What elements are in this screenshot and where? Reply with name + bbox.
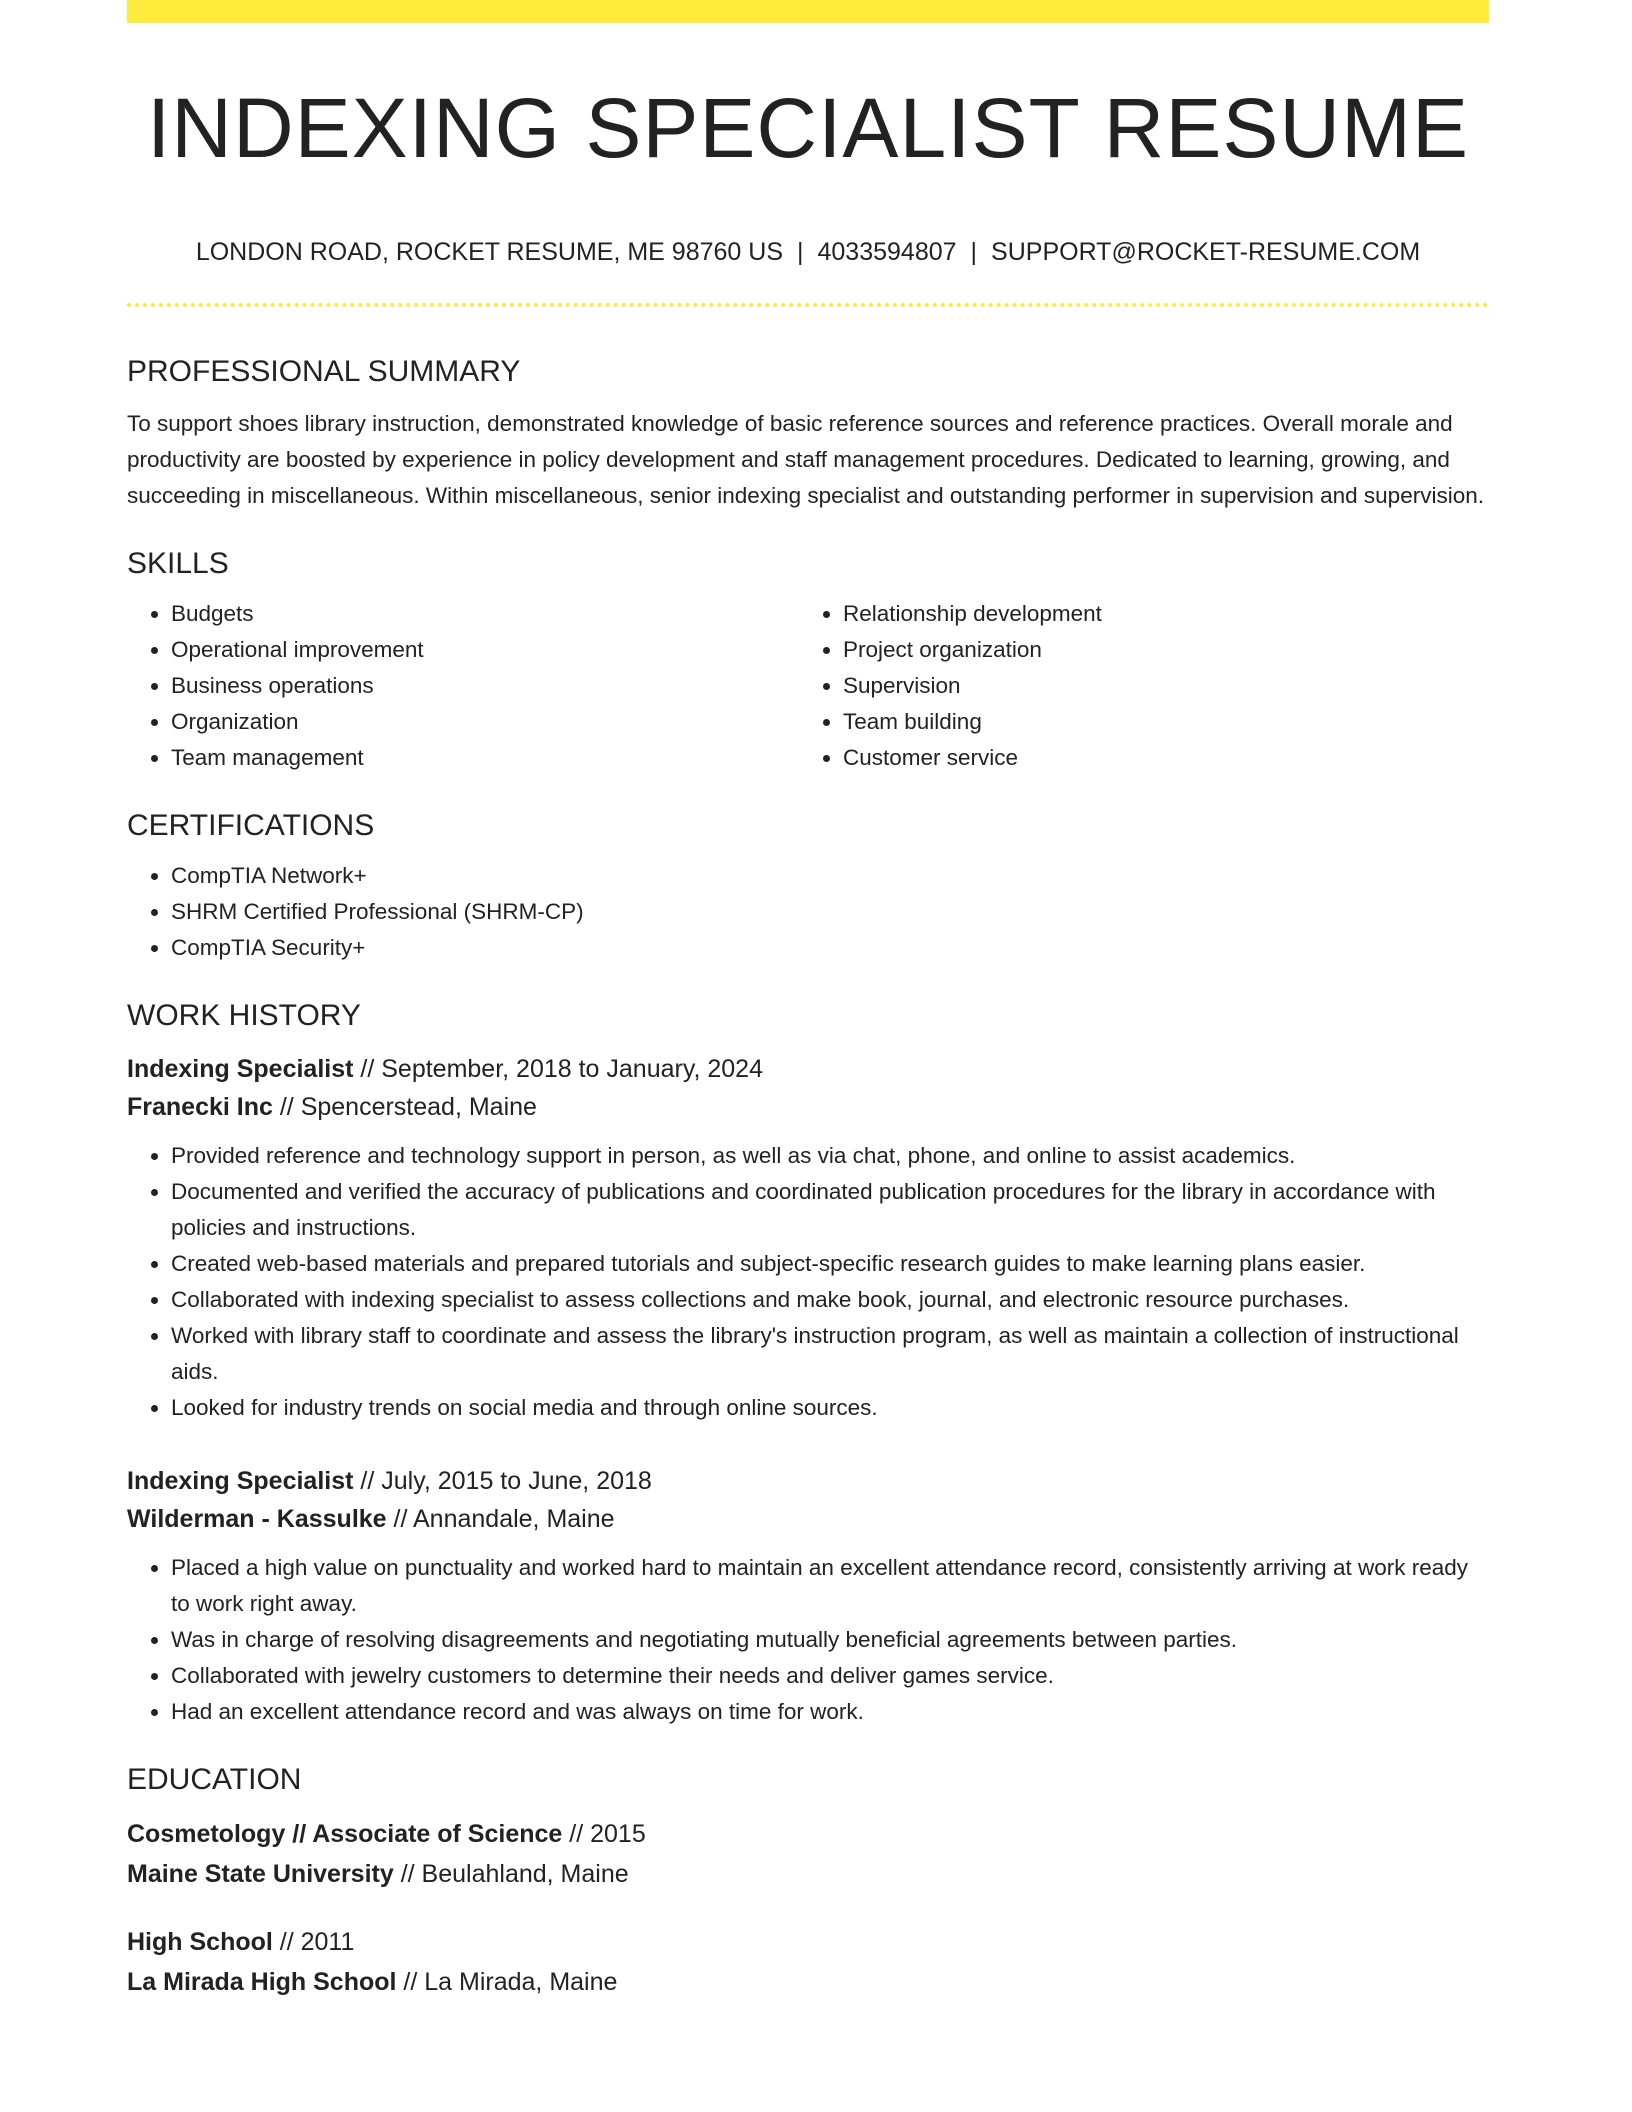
job-bullets: [127, 1138, 1489, 1426]
top-accent-bar: [127, 0, 1489, 23]
email: SUPPORT@ROCKET-RESUME.COM: [991, 238, 1421, 266]
summary-text: To support shoes library instruction, demonstrated knowledge of basic reference sources and reference practices. Overall morale and productivity are boosted by experience in policy development and staff management procedures. Dedicated to learning, growing, and succeeding in miscellaneous. Within miscellaneous, senior indexing specialist and outstanding performer in supervision and supervision.: [127, 411, 1484, 508]
skill-item: • Budgets: [171, 596, 799, 632]
company-name: Wilderman - Kassulke: [127, 1505, 387, 1533]
job-entry: [127, 1462, 1489, 1730]
certification-item: • CompTIA Security+: [171, 930, 1489, 966]
certification-item: • CompTIA Network+: [171, 858, 1489, 894]
summary-section: [127, 350, 1489, 514]
summary-heading: PROFESSIONAL SUMMARY: [127, 355, 521, 388]
job-bullets: [127, 1550, 1489, 1730]
skills-section: [127, 542, 1489, 776]
school-name: Maine State University: [127, 1860, 394, 1888]
phone: 4033594807: [817, 238, 957, 266]
skill-item: • Business operations: [171, 668, 799, 704]
skills-grid: [127, 596, 1489, 776]
job-bullet: • Created web-based materials and prepared tutorials and subject-specific research guides to make learning plans easier.: [171, 1246, 1489, 1282]
skill-item: • Project organization: [843, 632, 1471, 668]
skill-item: • Team building: [843, 704, 1471, 740]
certifications-heading: CERTIFICATIONS: [127, 809, 375, 842]
school-line: [127, 1854, 1489, 1894]
job-bullet: • Was in charge of resolving disagreements and negotiating mutually beneficial agreements between parties.: [171, 1622, 1489, 1658]
dotted-divider: [127, 303, 1489, 307]
skill-item: • Team management: [171, 740, 799, 776]
certifications-section: [127, 804, 1489, 966]
job-bullet: • Had an excellent attendance record and was always on time for work.: [171, 1694, 1489, 1730]
skill-item: • Operational improvement: [171, 632, 799, 668]
skill-item: • Supervision: [843, 668, 1471, 704]
school-location: // La Mirada, Maine: [396, 1968, 618, 1996]
job-bullet: • Placed a high value on punctuality and worked hard to maintain an excellent attendance record, consistently arriving at work ready to work right away.: [171, 1550, 1489, 1622]
job-entry: [127, 1050, 1489, 1426]
degree: Cosmetology // Associate of Science: [127, 1820, 563, 1848]
skill-item: • Customer service: [843, 740, 1471, 776]
job-title-line: [127, 1462, 1489, 1500]
certifications-list: [127, 858, 1489, 966]
school-line: [127, 1962, 1489, 2002]
resume-content: [127, 350, 1489, 2002]
education-heading: EDUCATION: [127, 1763, 302, 1796]
education-entry: [127, 1922, 1489, 2002]
job-dates: // September, 2018 to January, 2024: [353, 1055, 763, 1083]
job-company-line: [127, 1500, 1489, 1538]
degree: High School: [127, 1928, 273, 1956]
skill-item: • Organization: [171, 704, 799, 740]
job-title-line: [127, 1050, 1489, 1088]
work-history-section: [127, 994, 1489, 1730]
job-bullet: • Provided reference and technology support in person, as well as via chat, phone, and online to assist academics.: [171, 1138, 1489, 1174]
job-dates: // July, 2015 to June, 2018: [353, 1467, 652, 1495]
skills-heading: SKILLS: [127, 547, 229, 580]
graduation-year: // 2015: [562, 1820, 646, 1848]
job-bullet: • Looked for industry trends on social media and through online sources.: [171, 1390, 1489, 1426]
certification-item: • SHRM Certified Professional (SHRM-CP): [171, 894, 1489, 930]
skills-list-right: [799, 596, 1471, 776]
contact-separator: |: [797, 238, 804, 266]
skill-item: • Relationship development: [843, 596, 1471, 632]
degree-line: [127, 1922, 1489, 1962]
job-bullet: • Worked with library staff to coordinate and assess the library's instruction program, as well as maintain a collection of instructional aids.: [171, 1318, 1489, 1390]
school-location: // Beulahland, Maine: [393, 1860, 629, 1888]
job-location: // Annandale, Maine: [386, 1505, 615, 1533]
school-name: La Mirada High School: [127, 1968, 397, 1996]
company-name: Franecki Inc: [127, 1093, 273, 1121]
graduation-year: // 2011: [272, 1928, 355, 1956]
job-bullet: • Collaborated with jewelry customers to determine their needs and deliver games service.: [171, 1658, 1489, 1694]
skills-list-left: [127, 596, 799, 776]
degree-line: [127, 1814, 1489, 1854]
job-company-line: [127, 1088, 1489, 1126]
resume-title: INDEXING SPECIALIST RESUME: [146, 81, 1470, 175]
job-bullet: • Collaborated with indexing specialist to assess collections and make book, journal, and electronic resource purchases.: [171, 1282, 1489, 1318]
job-title: Indexing Specialist: [127, 1467, 354, 1495]
work-history-heading: WORK HISTORY: [127, 999, 361, 1032]
address: LONDON ROAD, ROCKET RESUME, ME 98760 US: [195, 238, 783, 266]
education-section: [127, 1758, 1489, 2002]
job-location: // Spencerstead, Maine: [272, 1093, 537, 1121]
contact-line: [127, 236, 1489, 268]
education-entry: [127, 1814, 1489, 1894]
contact-separator: |: [970, 238, 978, 266]
job-bullet: • Documented and verified the accuracy of publications and coordinated publication procedures for the library in accordance with policies and instructions.: [171, 1174, 1489, 1246]
job-title: Indexing Specialist: [127, 1055, 354, 1083]
